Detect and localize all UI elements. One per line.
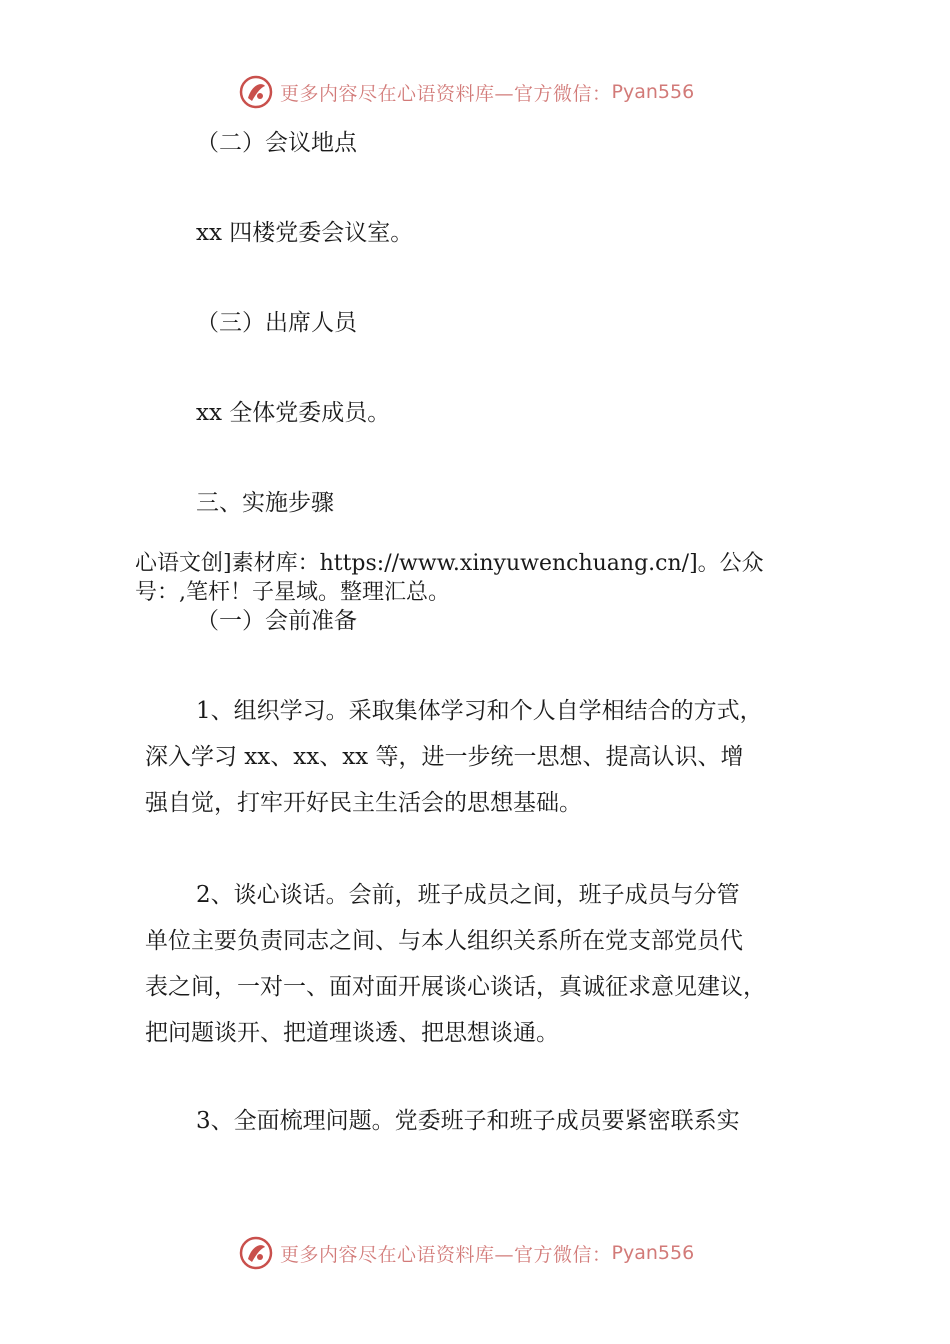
seal-logo-icon [238,1235,274,1271]
source-note-line-1: 心语文创]素材库：https://www.xinyuwenchuang.cn/]。公众 [135,551,764,576]
prep-heading: （一）会前准备 [196,608,357,634]
paragraph-line: 1、组织学习。采取集体学习和个人自学相结合的方式， [196,698,763,724]
paragraph-line: 2、谈心谈话。会前，班子成员之间，班子成员与分管 [196,882,740,908]
attendees-heading: （三）出席人员 [196,310,357,336]
paragraph-talks [145,872,825,1056]
paragraph-review [145,1098,825,1144]
seal-logo-icon [238,74,274,110]
watermark-wechat-id: Pyan556 [611,1242,695,1264]
paragraph-line: 把问题谈开、把道理谈透、把思想谈通。 [145,1020,559,1046]
watermark-text: 更多内容尽在心语资料库—官方微信： [280,1243,612,1266]
attendees-text: xx 全体党委成员。 [196,400,391,426]
paragraph-line: 3、全面梳理问题。党委班子和班子成员要紧密联系实 [196,1108,740,1134]
header-watermark [238,72,694,112]
paragraph-study [145,688,825,826]
footer-watermark [238,1233,694,1273]
source-note-line-2: 号：,笔杆！子星域。整理汇总。 [135,580,450,605]
venue-text: xx 四楼党委会议室。 [196,220,414,246]
steps-heading: 三、实施步骤 [196,490,334,516]
paragraph-line: 单位主要负责同志之间、与本人组织关系所在党支部党员代 [145,928,743,954]
watermark-wechat-id: Pyan556 [611,81,695,103]
paragraph-line: 表之间，一对一、面对面开展谈心谈话，真诚征求意见建议， [145,974,766,1000]
venue-heading: （二）会议地点 [196,130,357,156]
paragraph-line: 强自觉，打牢开好民主生活会的思想基础。 [145,790,582,816]
watermark-text: 更多内容尽在心语资料库—官方微信： [280,82,612,105]
paragraph-line: 深入学习 xx、xx、xx 等，进一步统一思想、提高认识、增 [145,744,744,770]
